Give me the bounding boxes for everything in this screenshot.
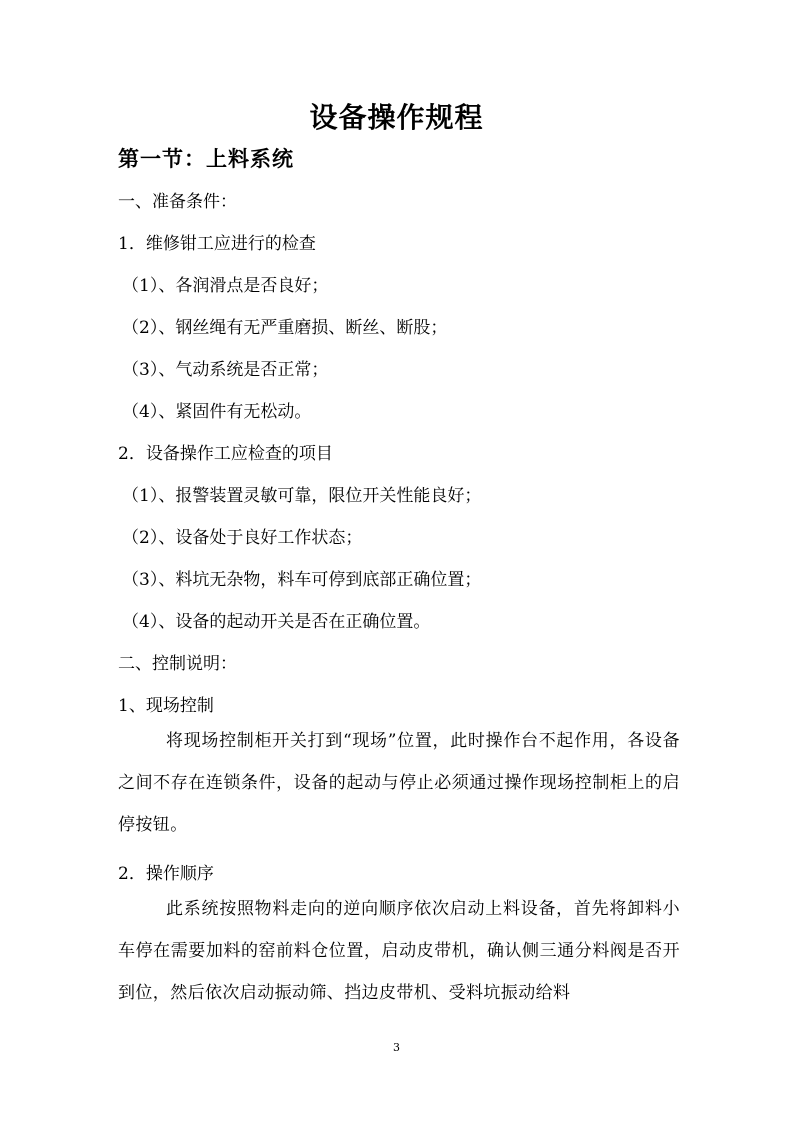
list-item: （1）、报警装置灵敏可靠，限位开关性能良好； [122,486,482,506]
sub2-paragraph: 此系统按照物料走向的逆向顺序依次启动上料设备，首先将卸料小车停在需要加料的窑前料仓位置，启动皮带机，确认侧三通分料阀是否开到位，然后依次启动振动筛、挡边皮带机、受料坑振动给料 [118,899,680,1003]
item2-heading: 2．设备操作工应检查的项目 [118,444,333,464]
list-item: （3）、气动系统是否正常； [122,360,329,380]
document-title: 设备操作规程 [309,101,484,134]
list-item: （4）、紧固件有无松动。 [122,402,312,422]
item1-heading: 1．维修钳工应进行的检查 [118,234,316,254]
list-item: （2）、钢丝绳有无严重磨损、断丝、断股； [122,318,448,338]
page-number: 3 [393,1041,400,1054]
list-item: （2）、设备处于良好工作状态； [122,528,363,548]
section-heading: 第一节：上料系统 [118,146,294,171]
list-item: （1）、各润滑点是否良好； [122,276,329,296]
part1-heading: 一、准备条件： [118,192,237,212]
list-item: （4）、设备的起动开关是否在正确位置。 [122,612,431,632]
part2-heading: 二、控制说明： [118,654,237,674]
sub1-paragraph: 将现场控制柜开关打到“现场”位置，此时操作台不起作用，各设备之间不存在连锁条件，设备的起动与停止必须通过操作现场控制柜上的启停按钮。 [118,731,680,835]
list-item: （3）、料坑无杂物，料车可停到底部正确位置； [122,570,482,590]
sub2-heading: 2．操作顺序 [118,864,214,884]
sub1-heading: 1、现场控制 [118,696,214,716]
